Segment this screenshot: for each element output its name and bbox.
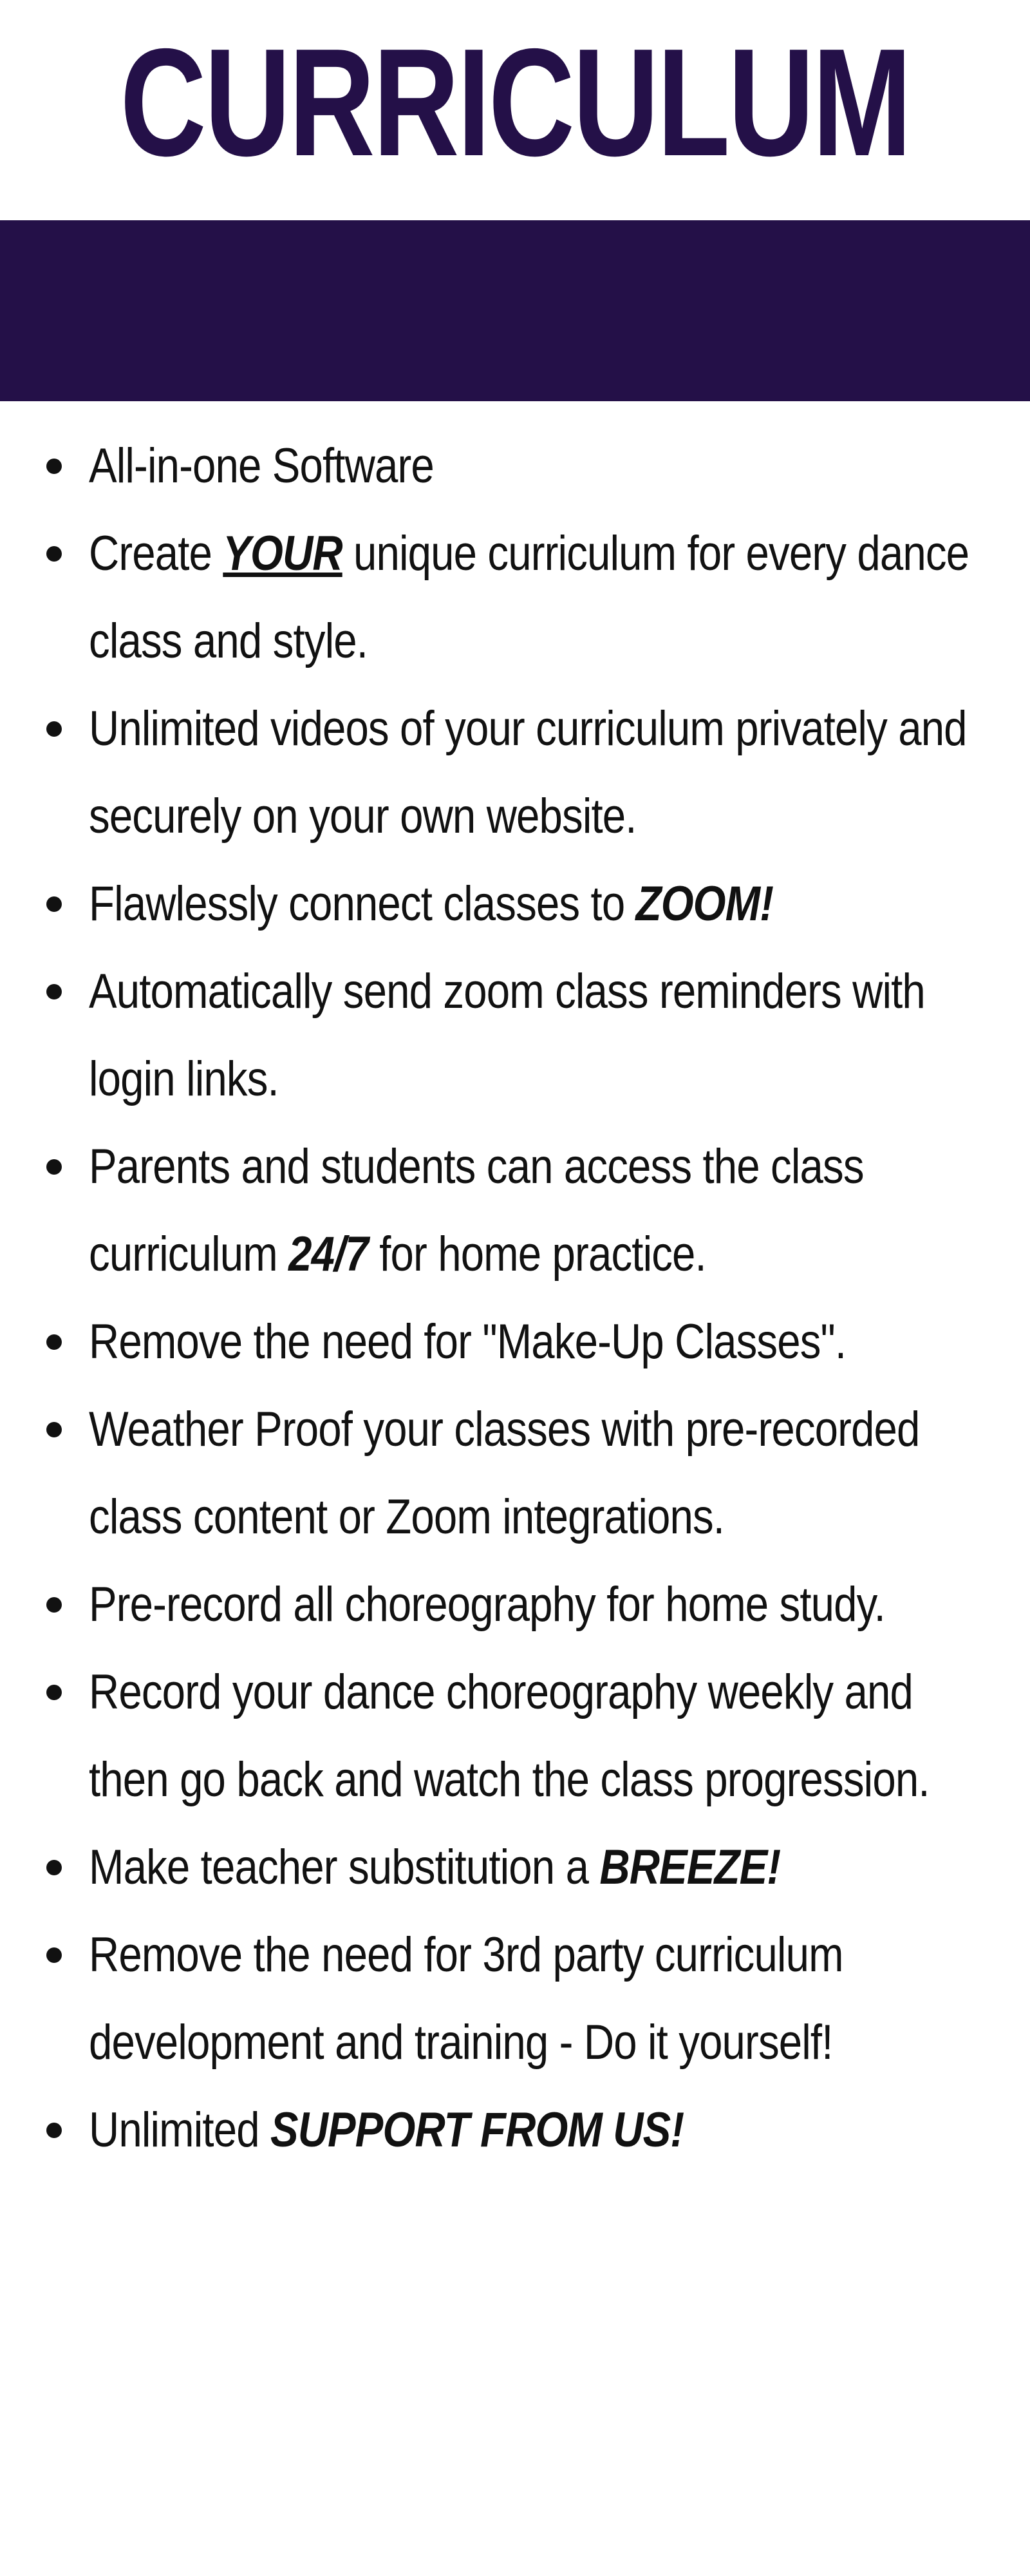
list-item-weather-proof xyxy=(0,1386,1030,1561)
item-text: Flawlessly connect classes to xyxy=(89,876,636,931)
bullet-icon xyxy=(46,546,62,562)
bullet-icon xyxy=(46,721,62,737)
item-text: Automatically send zoom class reminders with login links. xyxy=(89,964,925,1106)
list-item-text xyxy=(89,1561,983,1649)
item-text: Unlimited xyxy=(89,2103,270,2157)
item-emphasis: ZOOM! xyxy=(635,876,774,931)
bullet-icon xyxy=(46,984,62,999)
list-item-text xyxy=(89,1298,983,1386)
list-item-make-up-classes xyxy=(0,1298,1030,1386)
bullet-icon xyxy=(46,896,62,912)
list-item-all-in-one xyxy=(0,422,1030,510)
item-text: Remove the need for 3rd party curriculum development and training - Do it yourself! xyxy=(89,1927,843,2070)
bullet-icon xyxy=(46,1947,62,1963)
list-item-text xyxy=(89,1649,983,1824)
bullet-icon xyxy=(46,1334,62,1350)
list-item-zoom-connect xyxy=(0,860,1030,948)
list-item-text xyxy=(89,685,983,860)
item-text: unique curriculum for every dance class and style. xyxy=(89,526,969,668)
list-item-24-7-access xyxy=(0,1123,1030,1298)
list-item-zoom-reminders xyxy=(0,948,1030,1123)
page-title: CURRICULUM xyxy=(120,17,910,188)
list-item-text xyxy=(89,422,983,510)
item-text: Weather Proof your classes with pre-recorded class content or Zoom integrations. xyxy=(89,1402,920,1544)
list-item-text xyxy=(89,1386,983,1561)
bullet-icon xyxy=(46,1597,62,1613)
list-item-text xyxy=(89,1123,983,1298)
list-item-third-party xyxy=(0,1911,1030,2087)
list-item-text xyxy=(89,2087,983,2174)
item-text: Pre-record all choreography for home study. xyxy=(89,1577,885,1632)
bullet-icon xyxy=(46,1860,62,1875)
item-text: Create xyxy=(89,526,223,581)
item-emphasis: SUPPORT FROM US! xyxy=(270,2103,684,2157)
list-item-text xyxy=(89,860,983,948)
feature-list xyxy=(0,422,1030,2174)
header-band xyxy=(0,220,1030,401)
list-item-text xyxy=(89,948,983,1123)
item-emphasis: YOUR xyxy=(223,526,342,581)
item-text: Make teacher substitution a xyxy=(89,1840,600,1895)
item-text: All-in-one Software xyxy=(89,439,434,493)
item-emphasis: 24/7 xyxy=(288,1227,368,1282)
list-item-text xyxy=(89,510,983,685)
bullet-icon xyxy=(46,1685,62,1700)
item-text: for home practice. xyxy=(368,1227,706,1282)
list-item-teacher-substitution xyxy=(0,1824,1030,1911)
list-item-unlimited-videos xyxy=(0,685,1030,860)
bullet-icon xyxy=(46,459,62,474)
bullet-icon xyxy=(46,1422,62,1437)
item-emphasis: BREEZE! xyxy=(599,1840,781,1895)
bullet-icon xyxy=(46,1159,62,1175)
item-text: Remove the need for "Make-Up Classes". xyxy=(89,1314,847,1369)
list-item-create-curriculum xyxy=(0,510,1030,685)
item-text: Parents and students can access the class curriculum xyxy=(89,1139,864,1282)
list-item-pre-record xyxy=(0,1561,1030,1649)
item-text: Record your dance choreography weekly and then go back and watch the class progression. xyxy=(89,1665,930,1807)
list-item-record-weekly xyxy=(0,1649,1030,1824)
list-item-text xyxy=(89,1911,983,2087)
bullet-icon xyxy=(46,2123,62,2138)
list-item-text xyxy=(89,1824,983,1911)
list-item-support xyxy=(0,2087,1030,2174)
item-text: Unlimited videos of your curriculum privately and securely on your own website. xyxy=(89,701,967,844)
